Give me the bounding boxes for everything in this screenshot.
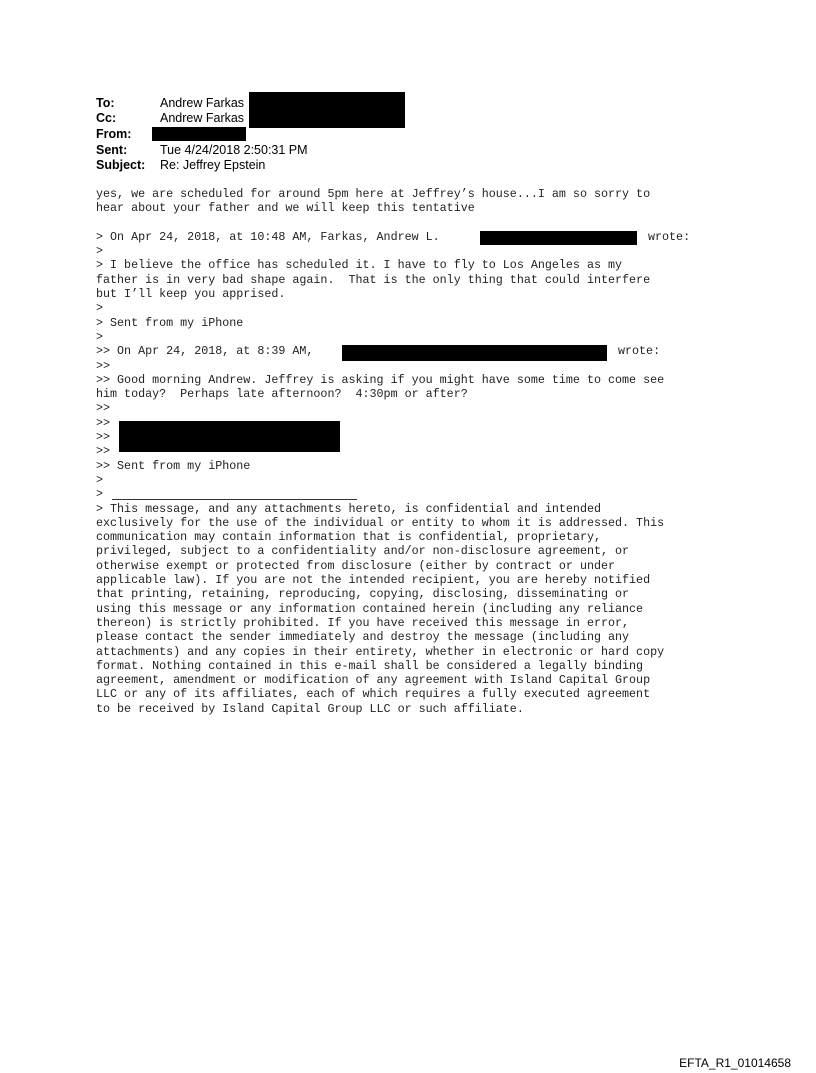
reply-line: yes, we are scheduled for around 5pm here at Jeffrey’s house...I am so sorry to bbox=[96, 187, 651, 201]
sent-label: Sent: bbox=[96, 143, 128, 157]
cc-label: Cc: bbox=[96, 111, 117, 125]
disclaimer-line: applicable law). If you are not the intended recipient, you are hereby notified bbox=[96, 573, 651, 588]
disclaimer-line: attachments) and any copies in their entirety, whether in electronic or hard copy bbox=[96, 644, 665, 659]
disclaimer-line: agreement, amendment or modification of any agreement with Island Capital Group bbox=[96, 673, 651, 688]
to-label: To: bbox=[96, 96, 115, 110]
signature-separator bbox=[112, 499, 357, 500]
quote-header-text: >> On Apr 24, 2018, at 8:39 AM, bbox=[96, 344, 314, 359]
to-value: Andrew Farkas bbox=[160, 96, 245, 110]
disclaimer-line: thereon) is strictly prohibited. If you have received this message in error, bbox=[96, 615, 630, 630]
disclaimer-line: to be received by Island Capital Group LLC or such affiliate. bbox=[96, 701, 524, 716]
disclaimer-line: using this message or any information contained herein (including any reliance bbox=[96, 601, 644, 616]
quote-header-text: > On Apr 24, 2018, at 10:48 AM, Farkas, Andrew L. bbox=[96, 229, 440, 244]
disclaimer-block bbox=[96, 502, 736, 716]
disclaimer-line: > This message, and any attachments hereto, is confidential and intended bbox=[96, 501, 601, 516]
redaction-signature bbox=[119, 421, 340, 452]
disclaimer-line: format. Nothing contained in this e-mail shall be considered a legally binding bbox=[96, 658, 644, 673]
quote-header-wrote: wrote: bbox=[648, 229, 691, 244]
redaction-from bbox=[152, 127, 246, 141]
quote-line: > bbox=[96, 244, 104, 259]
sent-value: Tue 4/24/2018 2:50:31 PM bbox=[160, 143, 308, 157]
from-label: From: bbox=[96, 127, 132, 141]
disclaimer-line: LLC or any of its affiliates, each of which requires a fully executed agreement bbox=[96, 687, 651, 702]
quote-line: but I’ll keep you apprised. bbox=[96, 287, 286, 302]
quote-line: >> bbox=[96, 358, 111, 373]
quote-line: >> bbox=[96, 444, 111, 459]
document-id: EFTA_R1_01014658 bbox=[679, 1056, 791, 1070]
disclaimer-line: that printing, retaining, reproducing, copying, disclosing, disseminating or bbox=[96, 587, 630, 602]
subject-label: Subject: bbox=[96, 158, 146, 172]
quote-line: >> bbox=[96, 415, 111, 430]
quote-line: >> bbox=[96, 430, 111, 445]
quote-line: > I believe the office has scheduled it. I have to fly to Los Angeles as my bbox=[96, 258, 623, 273]
quote-line: >> Sent from my iPhone bbox=[96, 458, 251, 473]
redaction-to-cc-email bbox=[249, 92, 405, 128]
quote-line: >> Good morning Andrew. Jeffrey is asking if you might have some time to come see bbox=[96, 372, 665, 387]
quote-line: him today? Perhaps late afternoon? 4:30pm or after? bbox=[96, 387, 468, 402]
disclaimer-line: exclusively for the use of the individual or entity to whom it is addressed. This bbox=[96, 515, 665, 530]
quote-line: > bbox=[96, 487, 104, 502]
quote-line: > bbox=[96, 301, 104, 316]
disclaimer-line: communication may contain information that is confidential, proprietary, bbox=[96, 530, 601, 545]
quote-line: >> bbox=[96, 401, 111, 416]
quote-header-wrote: wrote: bbox=[618, 344, 661, 359]
disclaimer-line: privileged, subject to a confidentiality and/or non-disclosure agreement, or bbox=[96, 544, 630, 559]
quote-line: > bbox=[96, 329, 104, 344]
cc-value: Andrew Farkas bbox=[160, 111, 245, 125]
quote-line: > Sent from my iPhone bbox=[96, 315, 244, 330]
redaction-sender-name bbox=[342, 345, 607, 361]
quote-line: father is in very bad shape again. That is the only thing that could interfere bbox=[96, 272, 651, 287]
subject-value: Re: Jeffrey Epstein bbox=[160, 158, 266, 172]
disclaimer-line: please contact the sender immediately and destroy the message (including any bbox=[96, 630, 630, 645]
quote-header-line bbox=[96, 230, 736, 244]
disclaimer-line: otherwise exempt or protected from disclosure (either by contract or under bbox=[96, 558, 616, 573]
reply-line: hear about your father and we will keep this tentative bbox=[96, 201, 475, 216]
quote-line: > bbox=[96, 472, 104, 487]
redaction-sender-email bbox=[480, 231, 637, 245]
